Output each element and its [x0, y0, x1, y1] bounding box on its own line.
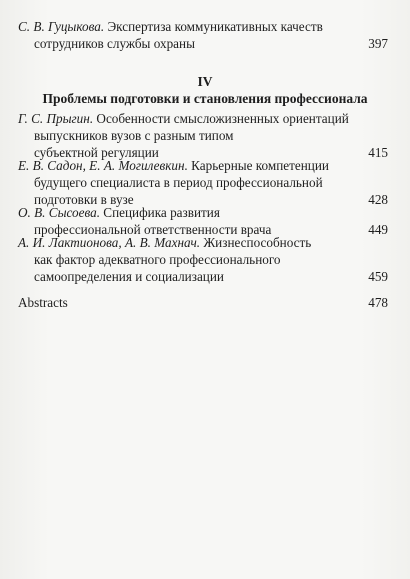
section-number: IV [197, 74, 213, 89]
entry-author: Г. С. Прыгин. [18, 111, 94, 126]
toc-entry-prygin[interactable] [18, 110, 388, 161]
entry-title-line: как фактор адекватного профессионального [34, 252, 281, 267]
entry-title-line: Специфика развития [103, 205, 220, 220]
abstracts-label: Abstracts [18, 295, 68, 310]
toc-entry-gutsykova[interactable] [18, 18, 388, 52]
entry-title-line: субъектной регуляции [34, 145, 159, 160]
entry-title-line: самоопределения и социализации [34, 269, 224, 284]
entry-title-line: сотрудников службы охраны [34, 36, 195, 51]
entry-title-line: будущего специалиста в период профессиональной [34, 175, 323, 190]
entry-author: А. И. Лактионова, А. В. Махнач. [18, 235, 201, 250]
entry-title-line: Особенности смысложизненных ориентаций [96, 111, 349, 126]
entry-title-line: Карьерные компетенции [191, 158, 329, 173]
toc-entry-abstracts[interactable] [18, 294, 388, 311]
entry-title-line: профессиональной ответственности врача [34, 222, 272, 237]
entry-title-line: подготовки в вузе [34, 192, 134, 207]
entry-page-number: 428 [368, 192, 388, 207]
toc-entry-sysoeva[interactable] [18, 204, 388, 238]
entry-title-line: выпускников вузов с разным типом [34, 128, 234, 143]
section-title: Проблемы подготовки и становления профессионала [42, 91, 368, 106]
entry-author: О. В. Сысоева. [18, 205, 100, 220]
entry-page-number: 449 [368, 222, 388, 237]
entry-title-line: Экспертиза коммуникативных качеств [107, 19, 323, 34]
entry-title-line: Жизнеспособность [203, 235, 312, 250]
toc-entry-sadon[interactable] [18, 157, 388, 208]
toc-entry-laktionova[interactable] [18, 234, 388, 285]
entry-page-number: 478 [368, 295, 388, 310]
entry-author: Е. В. Садон, Е. А. Могилевкин. [18, 158, 188, 173]
entry-page-number: 397 [368, 36, 388, 51]
entry-page-number: 459 [368, 269, 388, 284]
entry-author: С. В. Гуцыкова. [18, 19, 105, 34]
entry-page-number: 415 [368, 145, 388, 160]
